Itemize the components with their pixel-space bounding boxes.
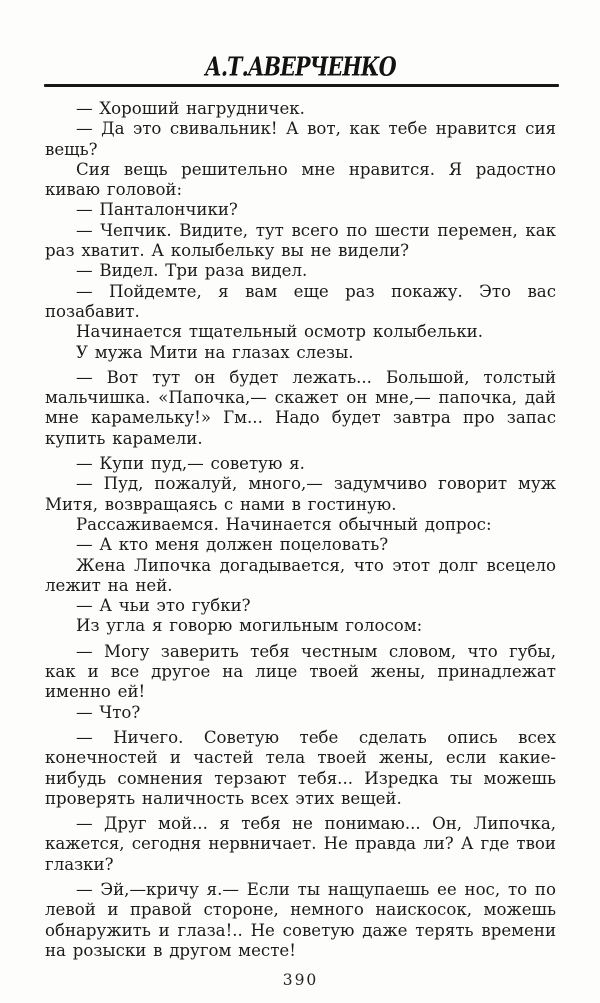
paragraph: Начинается тщательный осмотр колыбельки.: [76, 322, 484, 342]
paragraphs: [45, 99, 556, 961]
paragraph: — Да это свивальник! А вот, как тебе нравится сия вещь?: [45, 119, 556, 159]
paragraph: Рассаживаемся. Начинается обычный допрос:: [76, 514, 492, 534]
paragraph: — Вот тут он будет лежать... Большой, толстый мальчишка. «Папочка,— скажет он мне,— папочка, дай мне карамельку!» Гм... Надо будет завтра про запас купить карамели.: [45, 367, 556, 448]
paragraph: — А кто меня должен поцеловать?: [76, 535, 389, 555]
paragraph: Сия вещь решительно мне нравится. Я радостно киваю головой:: [45, 159, 556, 200]
paragraph: У мужа Мити на глазах слезы.: [76, 342, 354, 362]
paragraph: — Купи пуд,— советую я.: [76, 454, 305, 474]
paragraph: — Пуд, пожалуй, много,— задумчиво говорит муж Митя, возвращаясь с нами в гостиную.: [45, 474, 556, 514]
paragraph: — Что?: [76, 702, 141, 722]
paragraph: — Чепчик. Видите, тут всего по шести перемен, как раз хватит. А колыбельку вы не видели?: [45, 220, 556, 261]
page-number: 390: [282, 971, 319, 990]
paragraph: — Эй,—кричу я.— Если ты нащупаешь ее нос, то по левой и правой стороне, немного наискосок, можешь обнаружить и глаза!.. Не советую даже терять времени на розыски в другом месте!: [45, 879, 556, 960]
paragraph: — Ничего. Советую тебе сделать опись всех конечностей и частей тела твоей жены, если какие-нибудь сомнения терзают тебя... Изредка ты можешь проверять наличность всех этих вещей.: [45, 727, 556, 808]
paragraph: — Панталончики?: [76, 200, 238, 220]
paragraph: Жена Липочка догадывается, что этот долг всецело лежит на ней.: [45, 555, 556, 595]
paragraph: Из угла я говорю могильным голосом:: [76, 616, 423, 636]
paragraph: — Видел. Три раза видел.: [76, 261, 308, 281]
running-head: [0, 52, 600, 81]
paragraph: — Друг мой... я тебя не понимаю... Он, Липочка, кажется, сегодня нервничает. Не правда ли? А где твои глазки?: [45, 814, 556, 874]
paragraph: — А чьи это губки?: [76, 596, 251, 616]
body-text: [45, 99, 556, 989]
paragraph: — Хороший нагрудничек.: [76, 99, 305, 118]
paragraph: — Могу заверить тебя честным словом, что губы, как и все другое на лице твоей жены, принадлежат именно ей!: [45, 641, 556, 702]
paragraph: — Пойдемте, я вам еще раз покажу. Это вас позабавит.: [45, 281, 556, 321]
header-rule: [44, 84, 559, 87]
author-logotype: А.Т.АВЕРЧЕНКО: [204, 51, 396, 82]
